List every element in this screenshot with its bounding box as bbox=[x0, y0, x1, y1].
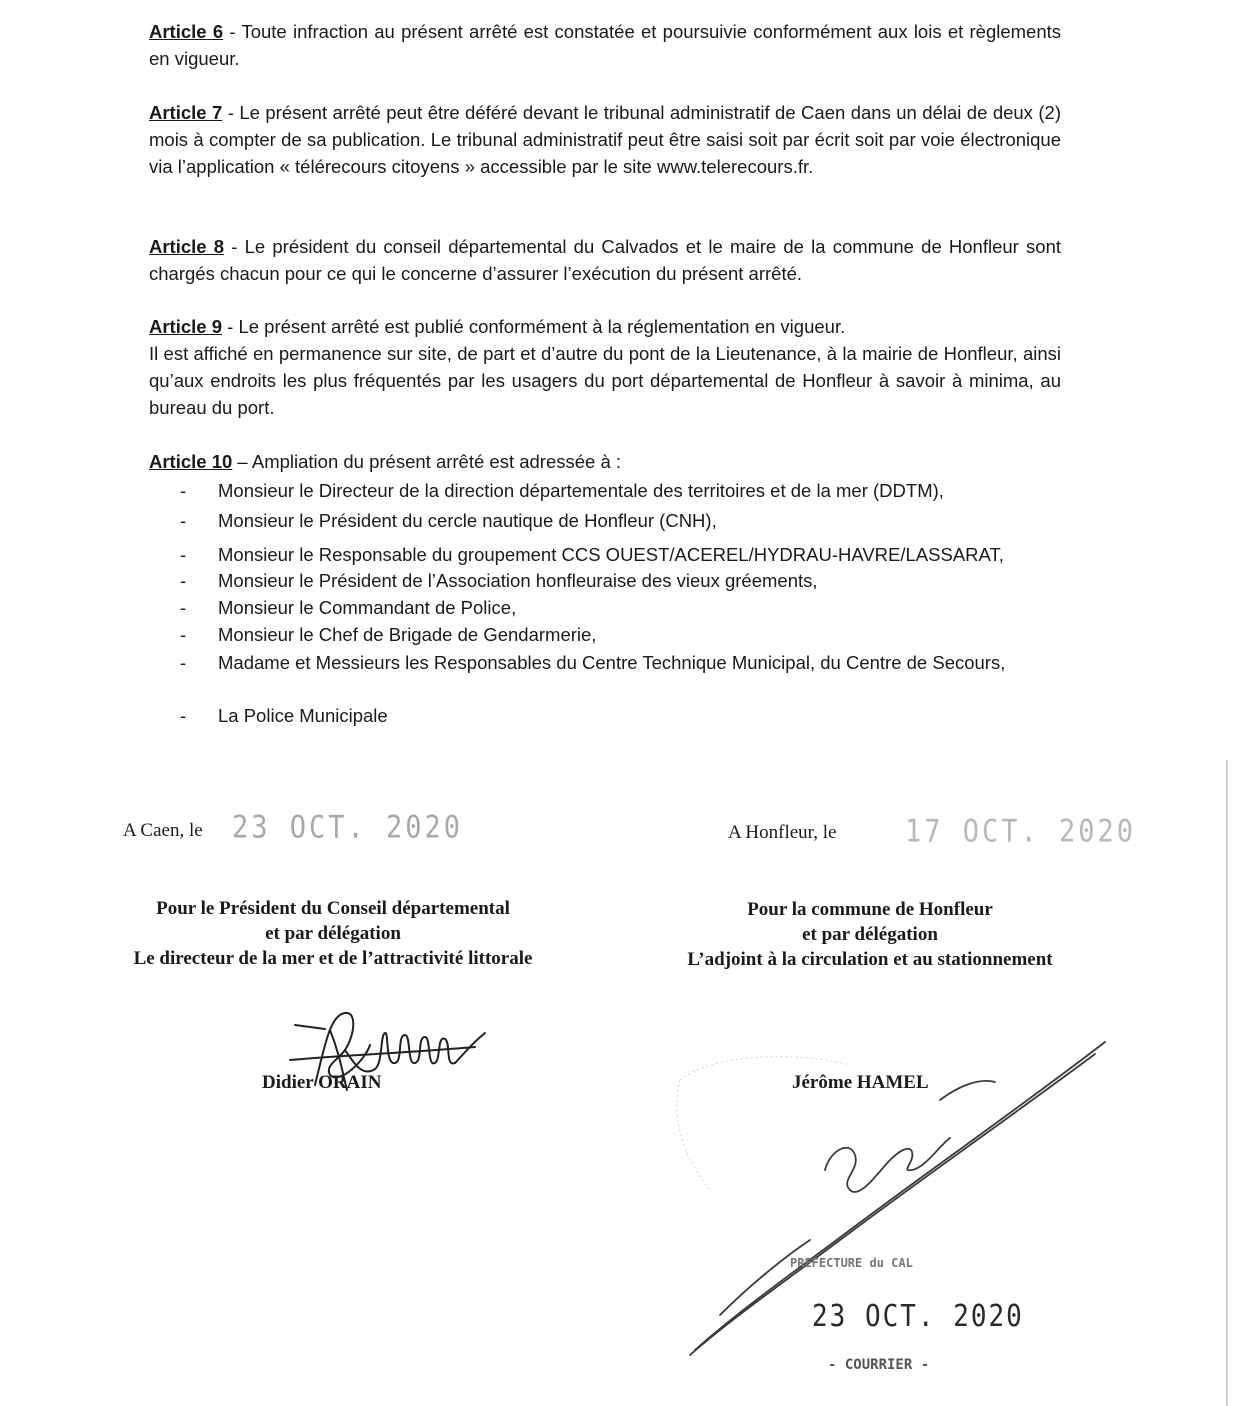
right-place: A Honfleur, le bbox=[728, 822, 837, 843]
list-item: - Monsieur le Directeur de la direction départementale des territoires et de la mer (DDTM), bbox=[180, 480, 944, 501]
article-10: Article 10 – Ampliation du présent arrêté est adressée à : bbox=[149, 451, 622, 472]
article-6: Article 6 - Toute infraction au présent arrêté est constatée et poursuivie conformément aux lois et règlements en vigueur. bbox=[149, 21, 1062, 69]
right-signatory-title: Pour la commune de Honfleur et par délégation L’adjoint à la circulation et au stationnement bbox=[687, 899, 1053, 970]
article-8-label: Article 8 bbox=[149, 236, 225, 257]
article-7-text: Le présent arrêté peut être déféré devant le tribunal administratif de Caen dans un délai de deux (2) mois à compter de sa publication. Le tribunal administratif peut être saisi soit par écrit soit par voie électronique via l’application « télérecours citoyens » accessible par le site www.telerecours.fr. bbox=[149, 102, 1061, 177]
list-item: - Monsieur le Commandant de Police, bbox=[180, 597, 517, 618]
article-9-text-2: Il est affiché en permanence sur site, de part et d’autre du pont de la Lieutenance, à la mairie de Honfleur, ainsi qu’aux endroits les plus fréquentés par les usagers du port départemental de Honfleur à savoir à minima, au bureau du port. bbox=[149, 343, 1061, 418]
article-7: Article 7 - Le présent arrêté peut être déféré devant le tribunal administratif de Caen dans un délai de deux (2) mois à compter de sa publication. Le tribunal administratif peut être saisi soit par écrit soit par voie électronique via l’application « télérecours citoyens » accessible par le site www.telerecours.fr. bbox=[149, 102, 1061, 177]
left-place: A Caen, le bbox=[123, 820, 203, 841]
article-6-label: Article 6 bbox=[149, 21, 224, 42]
left-signatory-name: Didier ORAIN bbox=[262, 1072, 382, 1093]
left-signatory-title: Pour le Président du Conseil départemental et par délégation Le directeur de la mer et de l’attractivité littorale bbox=[133, 898, 533, 969]
reception-stamp-header: PREFECTURE du CAL bbox=[790, 1256, 913, 1270]
article-6-text: Toute infraction au présent arrêté est constatée et poursuivie conformément aux lois et règlements en vigueur. bbox=[149, 21, 1062, 69]
reception-stamp-footer: - COURRIER - bbox=[828, 1357, 930, 1373]
list-item: - Monsieur le Président du cercle nautique de Honfleur (CNH), bbox=[180, 510, 717, 531]
article-9-label: Article 9 bbox=[149, 316, 223, 337]
article-10-label: Article 10 bbox=[149, 451, 233, 472]
left-date-stamp: 23 OCT. 2020 bbox=[232, 809, 464, 846]
reception-stamp-date: 23 OCT. 2020 bbox=[812, 1299, 1024, 1335]
article-9: Article 9 - Le présent arrêté est publié conformément à la réglementation en vigueur. Il est affiché en permanence sur site, de part et d’autre du pont de la Lieutenance, à la mairie de Honfleur, ainsi qu’aux endroits les plus fréquentés par les usagers du port départemental de Honfleur à savoir à minima, au bureau du port. bbox=[149, 316, 1061, 418]
article-10-text: Ampliation du présent arrêté est adressée à : bbox=[251, 451, 622, 472]
list-item: - Monsieur le Responsable du groupement CCS OUEST/ACEREL/HYDRAU-HAVRE/LASSARAT, bbox=[180, 544, 1004, 565]
list-item: - Monsieur le Président de l’Association honfleuraise des vieux gréements, bbox=[180, 570, 818, 591]
article-8: Article 8 - Le président du conseil départemental du Calvados et le maire de la commune de Honfleur sont chargés chacun pour ce qui le concerne d’assurer l’exécution du présent arrêté. bbox=[149, 236, 1061, 284]
article-9-text: Le présent arrêté est publié conformément à la réglementation en vigueur. bbox=[238, 316, 846, 337]
right-date-stamp: 17 OCT. 2020 bbox=[905, 813, 1137, 850]
list-item: - La Police Municipale bbox=[180, 705, 388, 726]
article-8-text: Le président du conseil départemental du Calvados et le maire de la commune de Honfleur sont chargés chacun pour ce qui le concerne d’assurer l’exécution du présent arrêté. bbox=[149, 236, 1061, 284]
list-item: - Madame et Messieurs les Responsables du Centre Technique Municipal, du Centre de Secours, bbox=[180, 652, 1006, 673]
article-7-label: Article 7 bbox=[149, 102, 223, 123]
right-signatory-name: Jérôme HAMEL bbox=[792, 1072, 929, 1093]
left-handwritten-signature bbox=[285, 1005, 505, 1095]
scan-edge-line bbox=[1226, 760, 1228, 1406]
list-item: - Monsieur le Chef de Brigade de Gendarmerie, bbox=[180, 624, 597, 645]
